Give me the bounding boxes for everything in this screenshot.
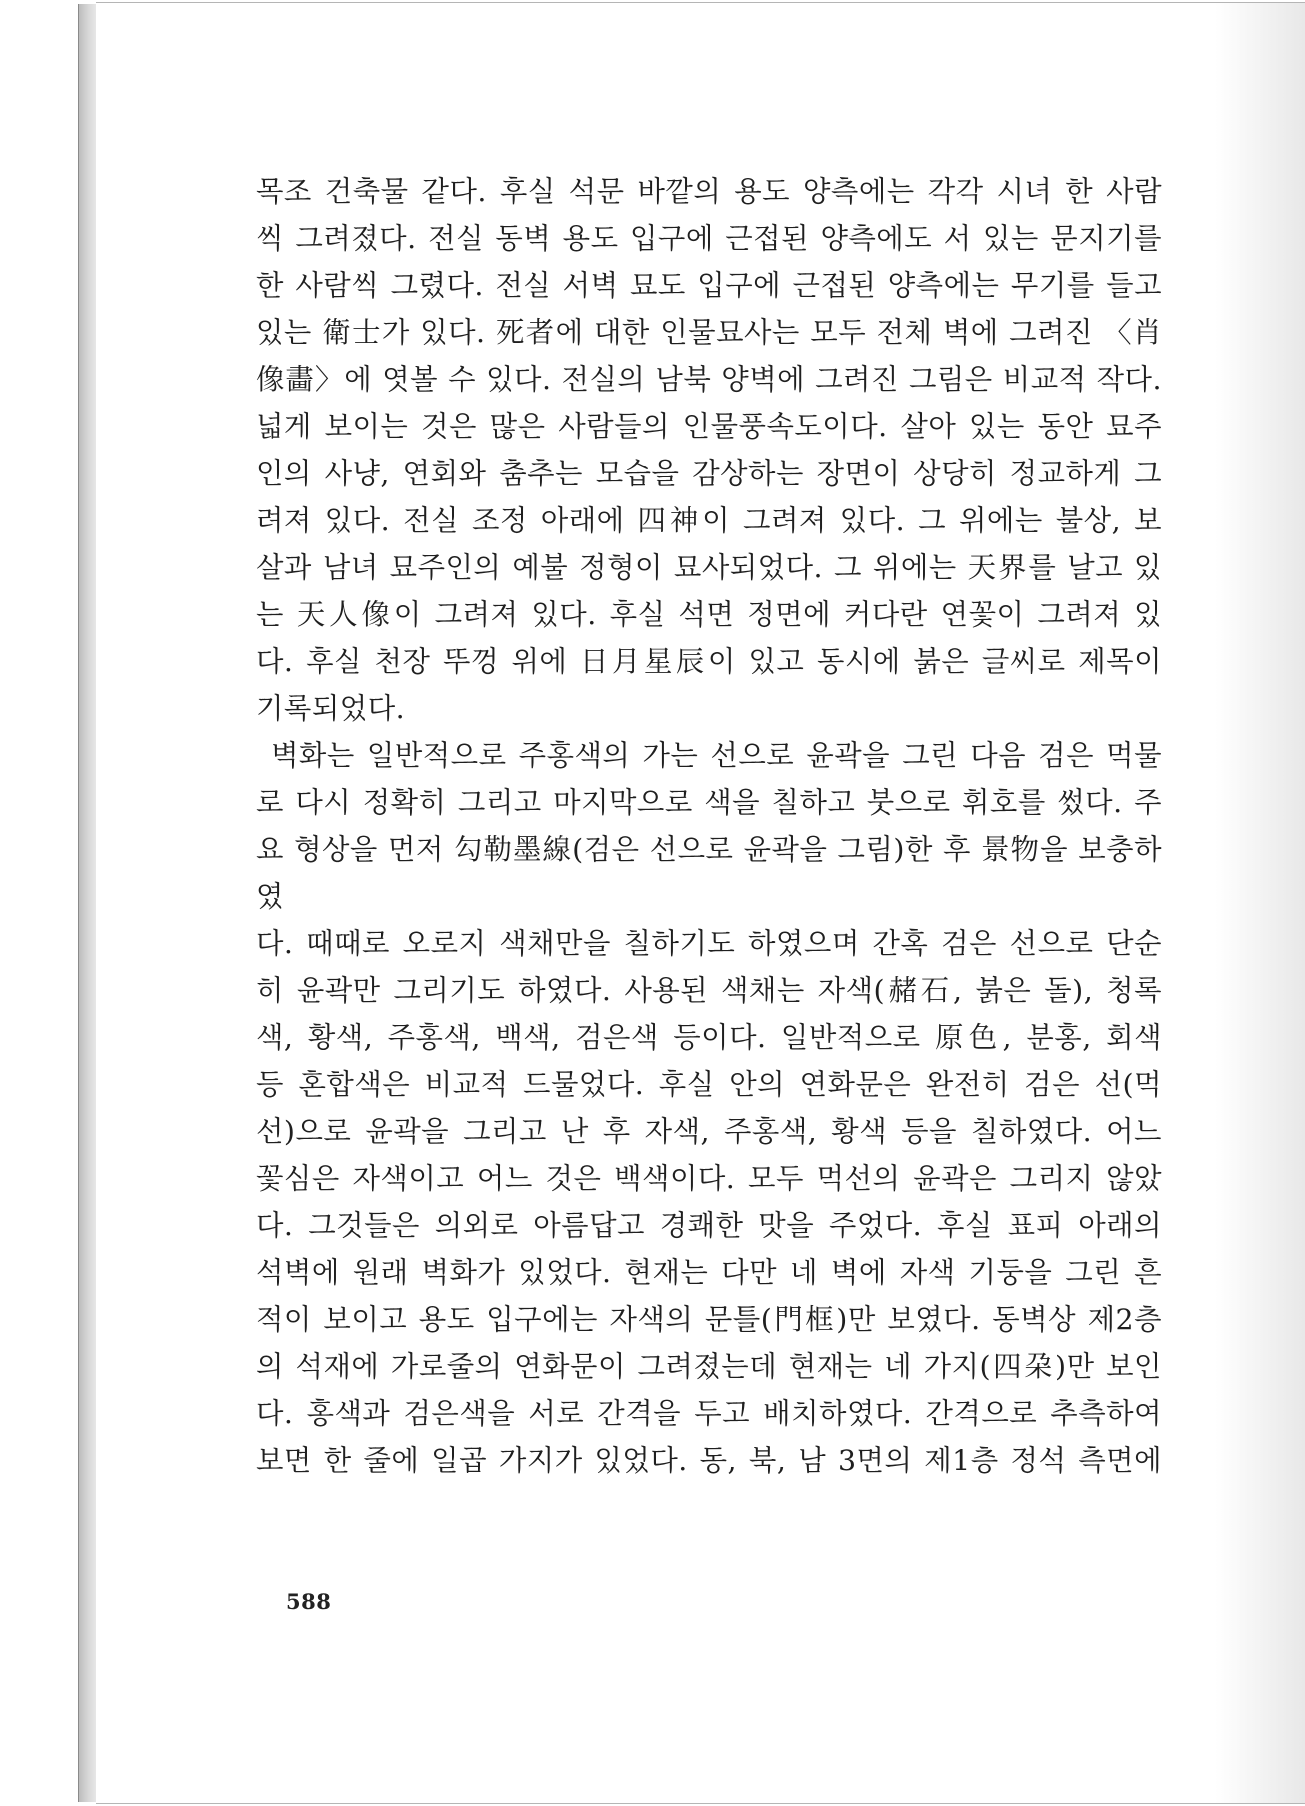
text-line: 꽃심은 자색이고 어느 것은 백색이다. 모두 먹선의 윤곽은 그리지 않았	[256, 1162, 1162, 1195]
text-line: 살과 남녀 묘주인의 예불 정형이 묘사되었다. 그 위에는 天界를 날고 있	[256, 551, 1162, 584]
text-line: 적이 보이고 용도 입구에는 자색의 문틀(門框)만 보였다. 동벽상 제2층	[256, 1303, 1162, 1336]
text-line: 려져 있다. 전실 조정 아래에 四神이 그려져 있다. 그 위에는 불상, 보	[256, 504, 1162, 537]
page-edge-shadow	[1215, 3, 1305, 1803]
text-line: 벽화는 일반적으로 주홍색의 가는 선으로 윤곽을 그린 다음 검은 먹물	[271, 739, 1162, 772]
text-line: 넓게 보이는 것은 많은 사람들의 인물풍속도이다. 살아 있는 동안 묘주	[256, 410, 1162, 443]
text-line: 인의 사냥, 연회와 춤추는 모습을 감상하는 장면이 상당히 정교하게 그	[256, 457, 1162, 490]
text-line: 의 석재에 가로줄의 연화문이 그려졌는데 현재는 네 가지(四朶)만 보인	[256, 1350, 1162, 1383]
text-line: 등 혼합색은 비교적 드물었다. 후실 안의 연화문은 완전히 검은 선(먹	[256, 1068, 1162, 1101]
text-line: 씩 그려졌다. 전실 동벽 용도 입구에 근접된 양측에도 서 있는 문지기를	[256, 222, 1162, 255]
text-line: 요 형상을 먼저 勾勒墨線(검은 선으로 윤곽을 그림)한 후 景物을 보충하였	[256, 833, 1162, 913]
text-line: 있는 衛士가 있다. 死者에 대한 인물묘사는 모두 전체 벽에 그려진 〈肖	[256, 316, 1162, 349]
text-line: 선)으로 윤곽을 그리고 난 후 자색, 주홍색, 황색 등을 칠하였다. 어느	[256, 1115, 1162, 1148]
text-line: 한 사람씩 그렸다. 전실 서벽 묘도 입구에 근접된 양측에는 무기를 들고	[256, 269, 1162, 302]
text-line: 는 天人像이 그려져 있다. 후실 석면 정면에 커다란 연꽃이 그려져 있	[256, 598, 1162, 631]
text-line: 다. 그것들은 의외로 아름답고 경쾌한 맛을 주었다. 후실 표피 아래의	[256, 1209, 1162, 1242]
text-line: 로 다시 정확히 그리고 마지막으로 색을 칠하고 붓으로 휘호를 썼다. 주	[256, 786, 1162, 819]
text-line: 석벽에 원래 벽화가 있었다. 현재는 다만 네 벽에 자색 기둥을 그린 흔	[256, 1256, 1162, 1289]
page-number: 588	[286, 1589, 332, 1614]
text-line: 다. 홍색과 검은색을 서로 간격을 두고 배치하였다. 간격으로 추측하여	[256, 1397, 1162, 1430]
text-line: 像畵〉에 엿볼 수 있다. 전실의 남북 양벽에 그려진 그림은 비교적 작다.	[256, 363, 1162, 396]
text-line: 기록되었다.	[256, 692, 406, 725]
body-text	[256, 168, 1162, 1484]
text-line: 다. 후실 천장 뚜껑 위에 日月星辰이 있고 동시에 붉은 글씨로 제목이	[256, 645, 1162, 678]
text-line: 색, 황색, 주홍색, 백색, 검은색 등이다. 일반적으로 原色, 분홍, 회색	[256, 1021, 1162, 1054]
text-line: 다. 때때로 오로지 색채만을 칠하기도 하였으며 간혹 검은 선으로 단순	[256, 927, 1162, 960]
text-line: 목조 건축물 같다. 후실 석문 바깥의 용도 양측에는 각각 시녀 한 사람	[256, 175, 1162, 208]
text-line: 히 윤곽만 그리기도 하였다. 사용된 색채는 자색(赭石, 붉은 돌), 청록	[256, 974, 1162, 1007]
text-line: 보면 한 줄에 일곱 가지가 있었다. 동, 북, 남 3면의 제1층 정석 측면에	[256, 1444, 1162, 1477]
